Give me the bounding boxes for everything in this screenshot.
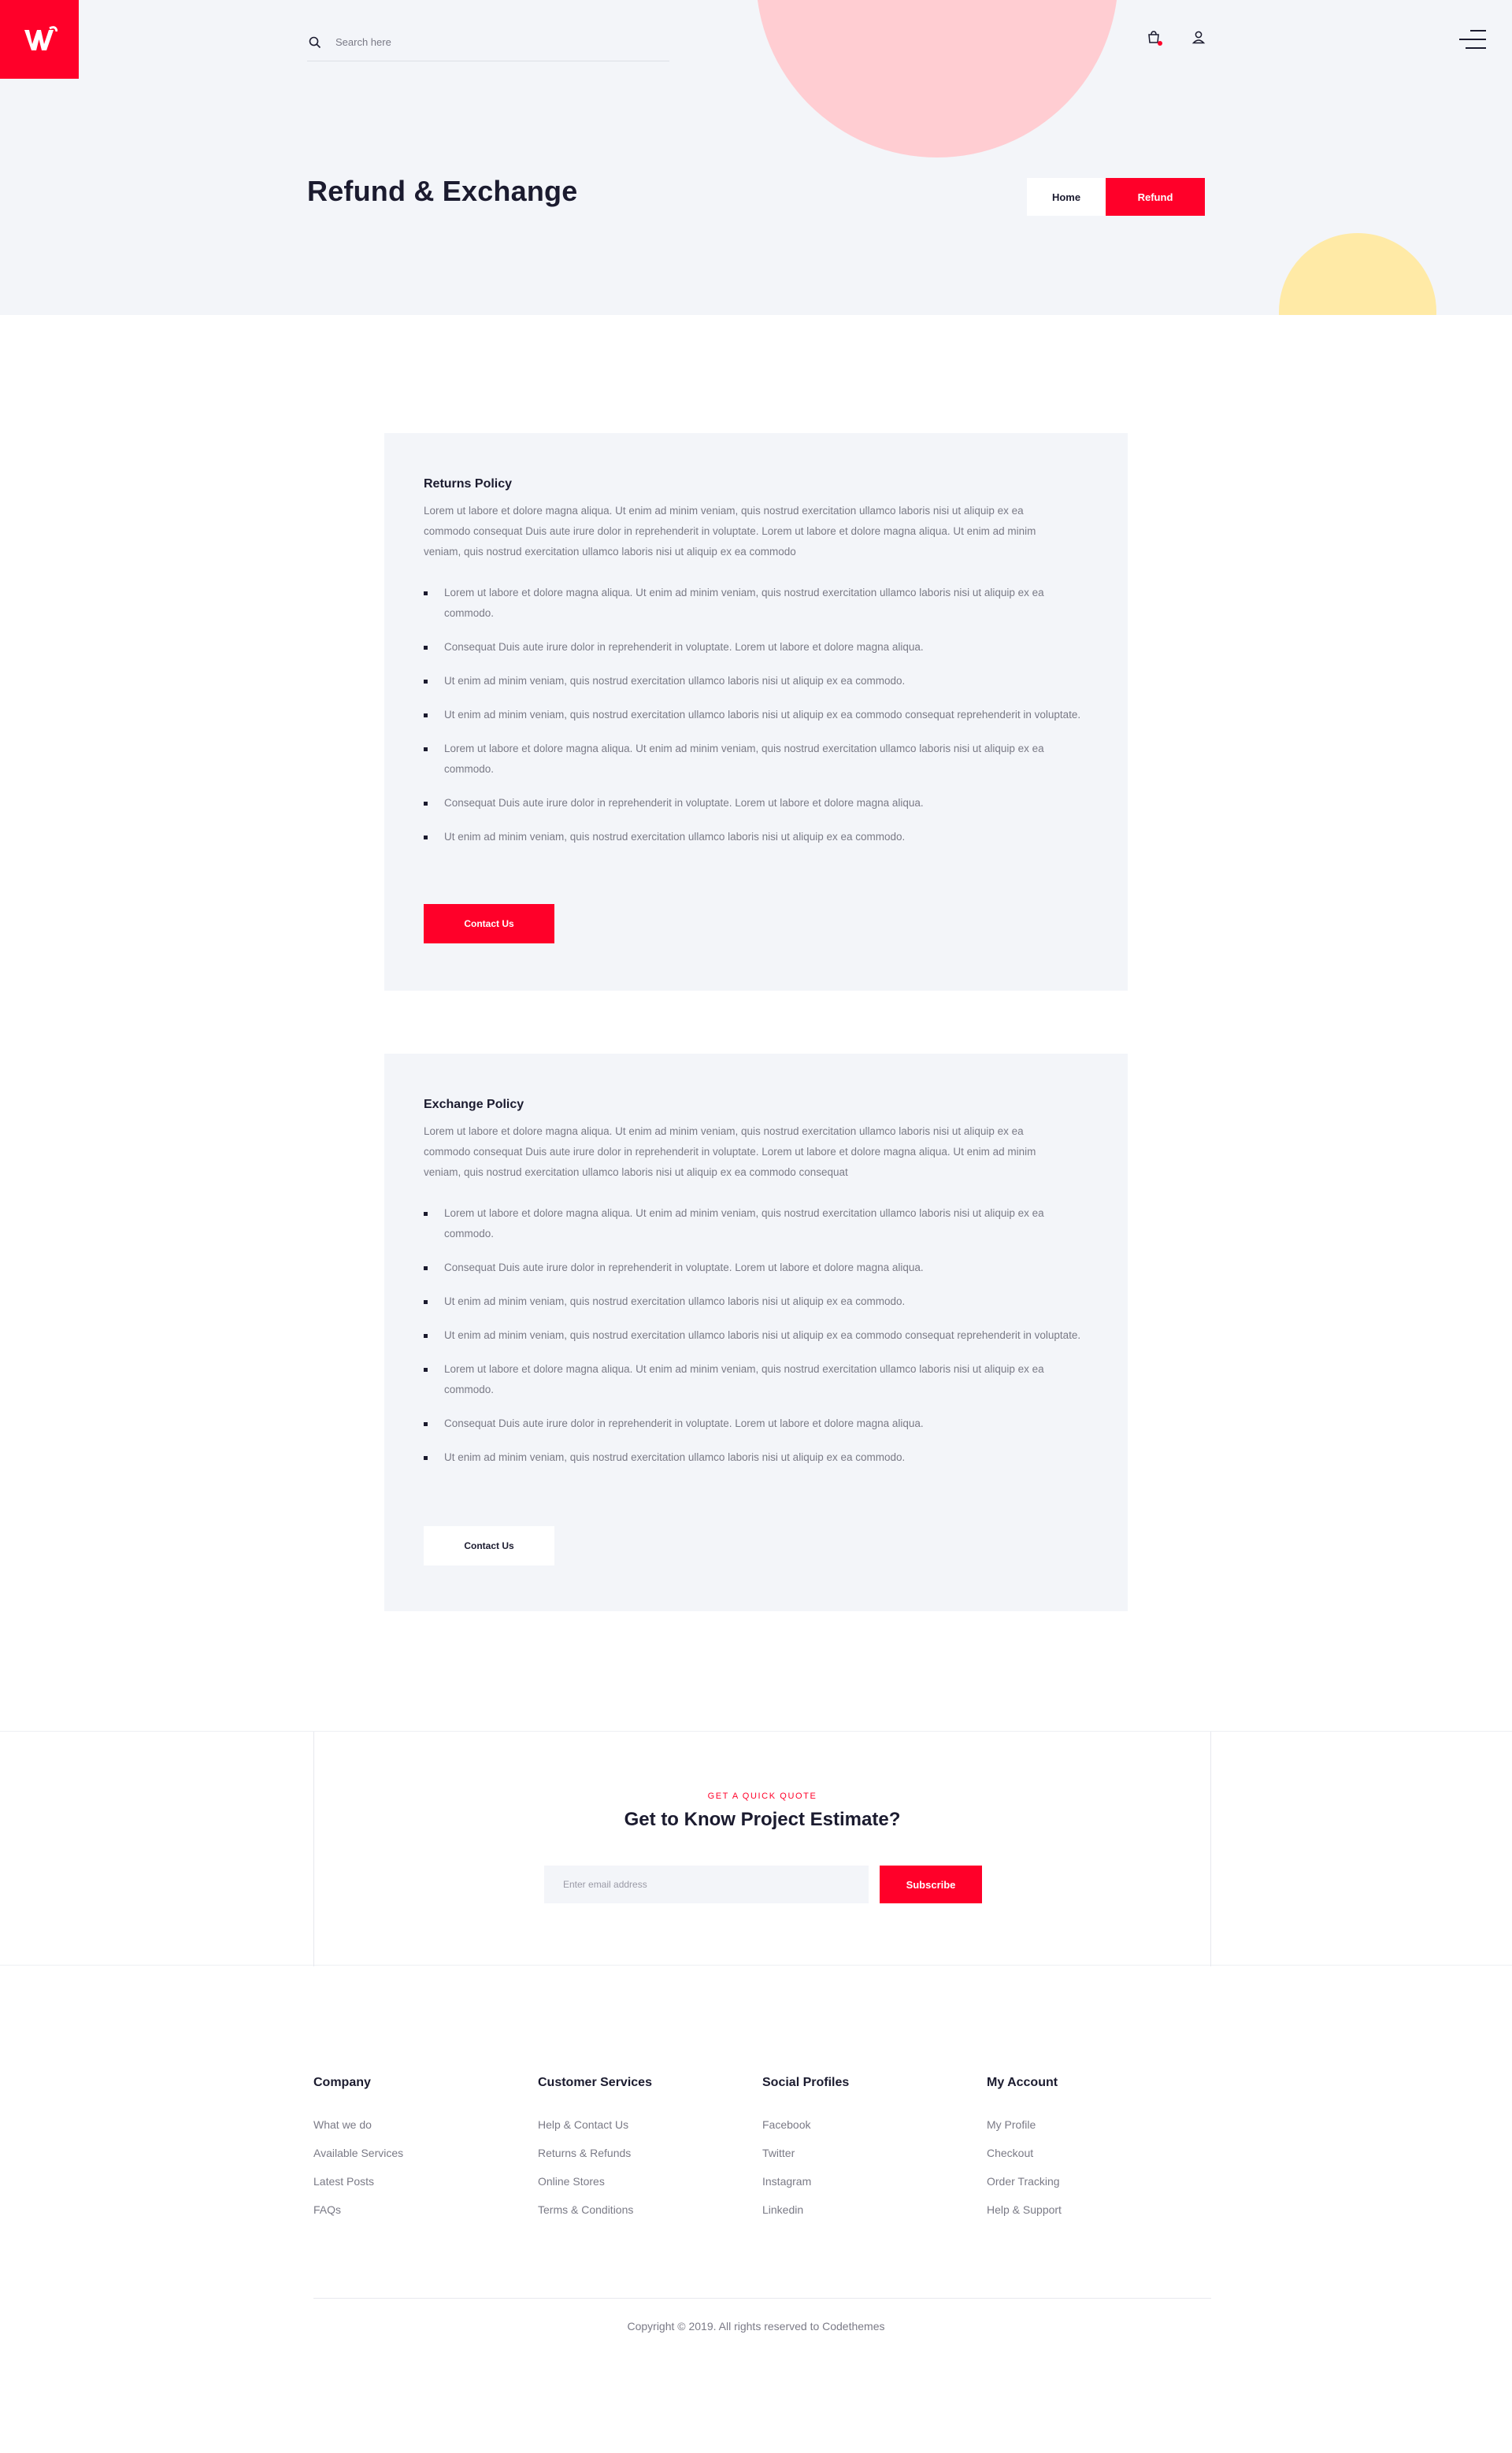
returns-contact-button[interactable]: Contact Us: [424, 904, 554, 943]
footer-link[interactable]: Twitter: [762, 2147, 795, 2159]
cart-badge-dot: [1158, 41, 1162, 46]
hamburger-menu-icon[interactable]: [1459, 30, 1486, 50]
search-icon[interactable]: [307, 35, 323, 50]
footer-link[interactable]: Latest Posts: [313, 2175, 375, 2188]
breadcrumb: [1027, 178, 1205, 216]
user-icon[interactable]: [1190, 28, 1207, 46]
brand-logo-icon[interactable]: [0, 0, 79, 79]
footer-link[interactable]: My Profile: [987, 2118, 1036, 2131]
returns-policy-list: [424, 583, 1090, 847]
returns-policy-card: [384, 433, 1128, 991]
footer-link[interactable]: Help & Contact Us: [538, 2118, 629, 2131]
quote-section: [0, 1731, 1512, 1966]
footer-heading: Company: [313, 2076, 371, 2089]
list-item: Consequat Duis aute irure dolor in reprehenderit in voluptate. Lorem ut labore et dolore magna aliqua.: [424, 1414, 1085, 1434]
footer-link[interactable]: Order Tracking: [987, 2175, 1060, 2188]
list-item: Ut enim ad minim veniam, quis nostrud exercitation ullamco laboris nisi ut aliquip ex ea commodo.: [424, 1291, 1085, 1312]
email-field[interactable]: [544, 1866, 869, 1903]
footer-heading: Customer Services: [538, 2076, 652, 2089]
footer-link[interactable]: Available Services: [313, 2147, 404, 2159]
footer-link[interactable]: Facebook: [762, 2118, 811, 2131]
footer-link[interactable]: Help & Support: [987, 2203, 1062, 2216]
quote-kicker: GET A QUICK QUOTE: [707, 1792, 817, 1801]
footer-link[interactable]: Online Stores: [538, 2175, 605, 2188]
list-item: Consequat Duis aute irure dolor in reprehenderit in voluptate. Lorem ut labore et dolore magna aliqua.: [424, 637, 1085, 658]
page-title: Refund & Exchange: [307, 175, 578, 207]
footer-heading: My Account: [987, 2076, 1058, 2089]
footer-link[interactable]: FAQs: [313, 2203, 342, 2216]
list-item: Lorem ut labore et dolore magna aliqua. Ut enim ad minim veniam, quis nostrud exercitation ullamco laboris nisi ut aliquip ex ea commodo.: [424, 739, 1085, 780]
search-bar: [307, 24, 669, 61]
decorative-pink-circle: [756, 0, 1118, 157]
footer-column-social-profiles: [762, 2076, 987, 2224]
breadcrumb-home[interactable]: Home: [1027, 178, 1106, 216]
exchange-contact-button[interactable]: Contact Us: [424, 1526, 554, 1566]
footer-column-customer-services: [538, 2076, 762, 2224]
footer-link[interactable]: Linkedin: [762, 2203, 804, 2216]
quote-title: Get to Know Project Estimate?: [624, 1809, 901, 1830]
footer-column-company: [313, 2076, 538, 2224]
list-item: Consequat Duis aute irure dolor in reprehenderit in voluptate. Lorem ut labore et dolore magna aliqua.: [424, 793, 1085, 813]
returns-policy-title: Returns Policy: [424, 477, 513, 491]
list-item: Ut enim ad minim veniam, quis nostrud exercitation ullamco laboris nisi ut aliquip ex ea commodo.: [424, 1447, 1085, 1468]
search-input[interactable]: [335, 36, 650, 48]
exchange-policy-list: [424, 1203, 1090, 1468]
quote-box: [313, 1732, 1211, 1966]
footer-link[interactable]: Instagram: [762, 2175, 812, 2188]
footer-link[interactable]: What we do: [313, 2118, 372, 2131]
breadcrumb-current[interactable]: Refund: [1106, 178, 1205, 216]
returns-policy-intro: Lorem ut labore et dolore magna aliqua. Ut enim ad minim veniam, quis nostrud exercitation ullamco laboris nisi ut aliquip ex ea commodo consequat Duis aute irure dolor in reprehenderit in voluptate. Lorem ut labore et dolore magna aliqua. Ut enim ad minim veniam, quis nostrud exercitation ullamco laboris nisi ut aliquip ex ea commodo: [424, 505, 1036, 558]
decorative-yellow-circle: [1279, 233, 1436, 315]
footer-columns: [313, 2076, 1211, 2224]
list-item: Lorem ut labore et dolore magna aliqua. Ut enim ad minim veniam, quis nostrud exercitation ullamco laboris nisi ut aliquip ex ea commodo.: [424, 583, 1085, 624]
footer-link[interactable]: Terms & Conditions: [538, 2203, 634, 2216]
footer-link[interactable]: Returns & Refunds: [538, 2147, 632, 2159]
list-item: Ut enim ad minim veniam, quis nostrud exercitation ullamco laboris nisi ut aliquip ex ea commodo.: [424, 671, 1085, 691]
list-item: Lorem ut labore et dolore magna aliqua. Ut enim ad minim veniam, quis nostrud exercitation ullamco laboris nisi ut aliquip ex ea commodo.: [424, 1203, 1085, 1244]
footer-column-my-account: [987, 2076, 1211, 2224]
list-item: Ut enim ad minim veniam, quis nostrud exercitation ullamco laboris nisi ut aliquip ex ea commodo.: [424, 827, 1085, 847]
cart-icon[interactable]: [1145, 28, 1162, 46]
list-item: Ut enim ad minim veniam, quis nostrud exercitation ullamco laboris nisi ut aliquip ex ea commodo consequat reprehenderit in voluptate.: [424, 705, 1085, 725]
list-item: Ut enim ad minim veniam, quis nostrud exercitation ullamco laboris nisi ut aliquip ex ea commodo consequat reprehenderit in voluptate.: [424, 1325, 1085, 1346]
exchange-policy-card: [384, 1054, 1128, 1611]
hero-section: [0, 0, 1512, 315]
footer-divider: [313, 2298, 1211, 2299]
exchange-policy-intro: Lorem ut labore et dolore magna aliqua. Ut enim ad minim veniam, quis nostrud exercitation ullamco laboris nisi ut aliquip ex ea commodo consequat Duis aute irure dolor in reprehenderit in voluptate. Lorem ut labore et dolore magna aliqua. Ut enim ad minim veniam, quis nostrud exercitation ullamco laboris nisi ut aliquip ex ea commodo consequat: [424, 1125, 1036, 1178]
list-item: Lorem ut labore et dolore magna aliqua. Ut enim ad minim veniam, quis nostrud exercitation ullamco laboris nisi ut aliquip ex ea commodo.: [424, 1359, 1085, 1400]
subscribe-button[interactable]: Subscribe: [880, 1866, 982, 1903]
footer-link[interactable]: Checkout: [987, 2147, 1034, 2159]
copyright-text: Copyright © 2019. All rights reserved to Codethemes: [627, 2320, 885, 2333]
list-item: Consequat Duis aute irure dolor in reprehenderit in voluptate. Lorem ut labore et dolore magna aliqua.: [424, 1258, 1085, 1278]
exchange-policy-title: Exchange Policy: [424, 1098, 524, 1111]
footer-heading: Social Profiles: [762, 2076, 850, 2089]
